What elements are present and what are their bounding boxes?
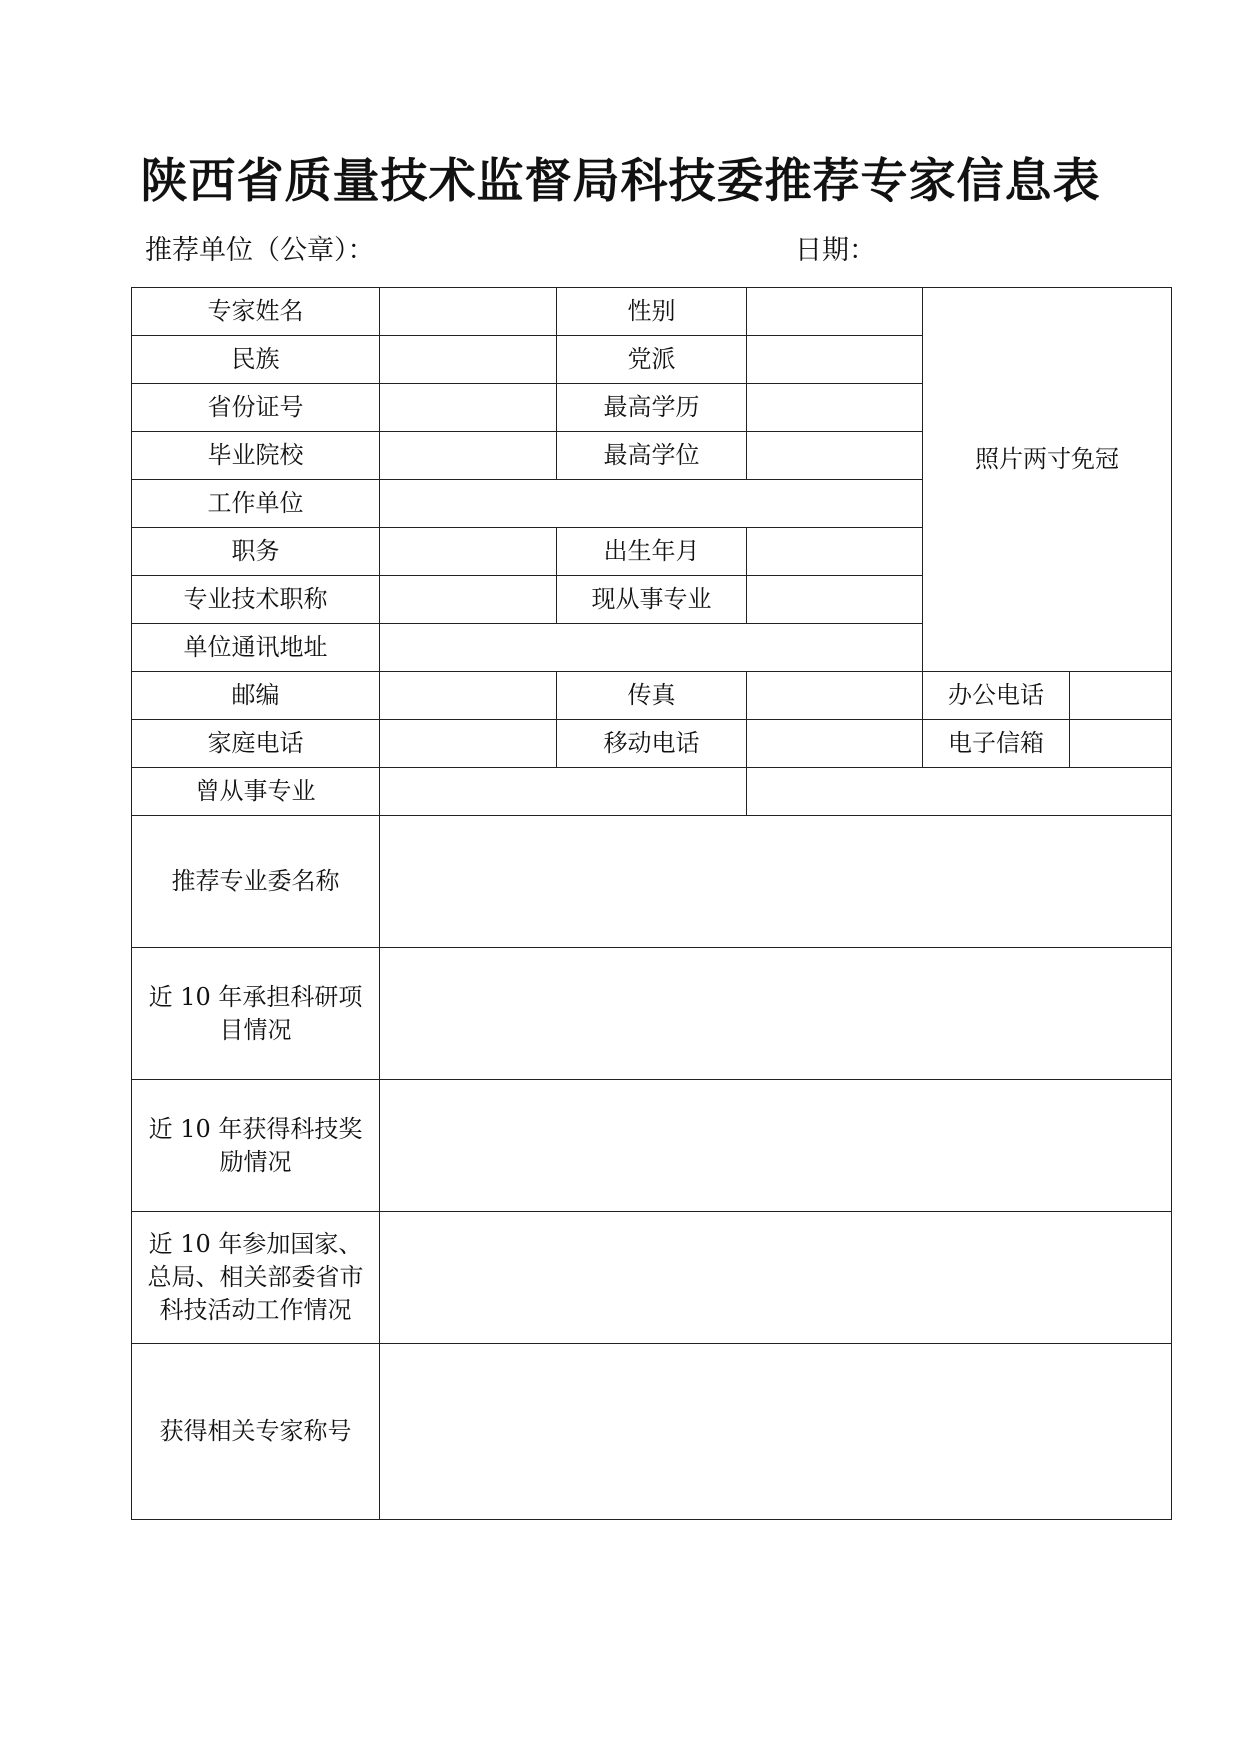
gender-field[interactable]: [747, 288, 923, 336]
gender-label: 性别: [557, 288, 747, 336]
postcode-label: 邮编: [132, 672, 380, 720]
recommend-unit-label: 推荐单位（公章）：: [145, 235, 375, 266]
position-label: 职务: [132, 528, 380, 576]
position-field[interactable]: [380, 528, 557, 576]
table-row: [132, 720, 1172, 768]
photo-box[interactable]: [923, 288, 1172, 672]
research-projects-label: 近 10 年承担科研项目情况: [132, 948, 380, 1080]
ethnicity-field[interactable]: [380, 336, 557, 384]
unit-address-field[interactable]: [380, 624, 923, 672]
highest-degree-field[interactable]: [747, 432, 923, 480]
committee-name-label: 推荐专业委名称: [132, 816, 380, 948]
party-label: 党派: [557, 336, 747, 384]
table-row: [132, 948, 1172, 1080]
postcode-field[interactable]: [380, 672, 557, 720]
table-row: [132, 1344, 1172, 1520]
current-specialty-label: 现从事专业: [557, 576, 747, 624]
expert-name-field[interactable]: [380, 288, 557, 336]
highest-education-field[interactable]: [747, 384, 923, 432]
table-row: [132, 672, 1172, 720]
unit-address-label: 单位通讯地址: [132, 624, 380, 672]
awards-label: 近 10 年获得科技奖励情况: [132, 1080, 380, 1212]
graduated-school-field[interactable]: [380, 432, 557, 480]
work-unit-field[interactable]: [380, 480, 923, 528]
id-number-field[interactable]: [380, 384, 557, 432]
former-specialty-label: 曾从事专业: [132, 768, 380, 816]
expert-name-label: 专家姓名: [132, 288, 380, 336]
current-specialty-field[interactable]: [747, 576, 923, 624]
date-label: 日期：: [795, 235, 876, 266]
fax-field[interactable]: [747, 672, 923, 720]
fax-label: 传真: [557, 672, 747, 720]
work-unit-label: 工作单位: [132, 480, 380, 528]
id-number-label: 省份证号: [132, 384, 380, 432]
awards-field[interactable]: [380, 1080, 1172, 1212]
table-row: [132, 1212, 1172, 1344]
activities-label: 近 10 年参加国家、总局、相关部委省市科技活动工作情况: [132, 1212, 380, 1344]
research-projects-field[interactable]: [380, 948, 1172, 1080]
graduated-school-label: 毕业院校: [132, 432, 380, 480]
professional-title-label: 专业技术职称: [132, 576, 380, 624]
party-field[interactable]: [747, 336, 923, 384]
expert-titles-field[interactable]: [380, 1344, 1172, 1520]
committee-name-field[interactable]: [380, 816, 1172, 948]
ethnicity-label: 民族: [132, 336, 380, 384]
table-row: [132, 816, 1172, 948]
email-label: 电子信箱: [923, 720, 1070, 768]
highest-degree-label: 最高学位: [557, 432, 747, 480]
expert-info-table: [131, 287, 1172, 1520]
home-phone-label: 家庭电话: [132, 720, 380, 768]
photo-label: 照片两寸免冠: [975, 445, 1119, 473]
birth-month-label: 出生年月: [557, 528, 747, 576]
mobile-phone-label: 移动电话: [557, 720, 747, 768]
activities-field[interactable]: [380, 1212, 1172, 1344]
expert-titles-label: 获得相关专家称号: [132, 1344, 380, 1520]
former-specialty-field-1[interactable]: [380, 768, 747, 816]
office-phone-field[interactable]: [1070, 672, 1172, 720]
highest-education-label: 最高学历: [557, 384, 747, 432]
page-title: 陕西省质量技术监督局科技委推荐专家信息表: [140, 154, 1101, 209]
office-phone-label: 办公电话: [923, 672, 1070, 720]
birth-month-field[interactable]: [747, 528, 923, 576]
former-specialty-field-2[interactable]: [747, 768, 1172, 816]
mobile-phone-field[interactable]: [747, 720, 923, 768]
table-row: [132, 1080, 1172, 1212]
home-phone-field[interactable]: [380, 720, 557, 768]
email-field[interactable]: [1070, 720, 1172, 768]
table-row: [132, 288, 1172, 336]
professional-title-field[interactable]: [380, 576, 557, 624]
table-row: [132, 768, 1172, 816]
